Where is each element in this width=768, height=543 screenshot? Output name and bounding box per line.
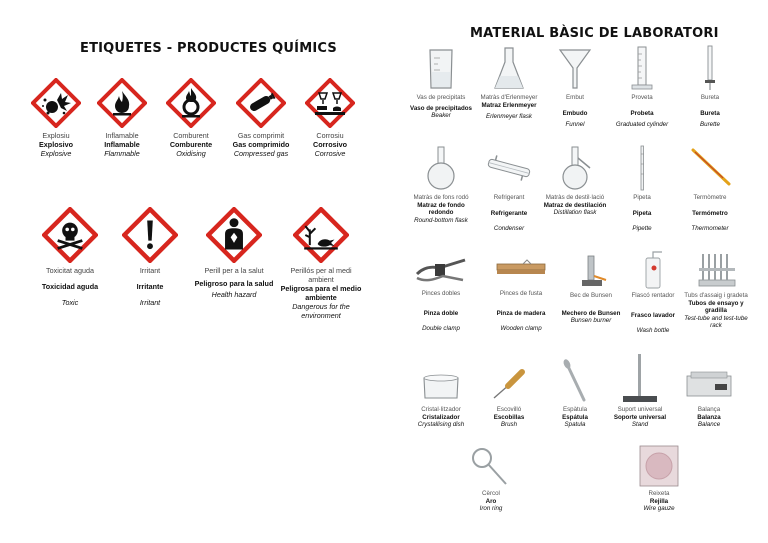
item-thermometer: [677, 144, 743, 233]
item-label-en: Round-bottom flask: [414, 216, 468, 224]
hazard-label-en: Toxic: [61, 298, 79, 307]
item-wash-bottle: [620, 250, 686, 335]
item-label-en: Pipette: [632, 225, 652, 232]
item-label-en: Wire gauze: [643, 505, 675, 512]
iron-ring-illustration: [466, 444, 516, 488]
spatula-illustration: [550, 358, 600, 404]
flame-icon: [97, 78, 147, 128]
double-clamp-illustration: [413, 250, 469, 288]
lab-material-title: MATERIAL BÀSIC DE LABORATORI: [470, 26, 719, 41]
item-label-ca: Balança: [697, 406, 721, 413]
item-label-ca: Matràs de destil·lació: [545, 194, 605, 201]
item-label-en: Balance: [697, 421, 721, 428]
item-iron-ring: [458, 444, 524, 513]
hazard-label-en: Corrosive: [314, 149, 346, 158]
item-label-en: Thermometer: [691, 225, 729, 232]
burette-illustration: [685, 44, 735, 92]
pipette-illustration: [617, 144, 667, 192]
exclamation-mark-icon: [122, 207, 178, 263]
hazard-flammable: [86, 78, 158, 158]
item-label-es: Pipeta: [632, 209, 652, 217]
hazard-label-es: Peligroso para la salud: [194, 279, 274, 288]
hazard-label-es: Comburente: [169, 140, 213, 149]
item-label-en: Beaker: [431, 112, 451, 119]
environment-icon: [293, 207, 349, 263]
hazard-label-en: Compressed gas: [233, 149, 289, 158]
item-wire-gauze: [626, 444, 692, 513]
item-label-ca: Cèrcol: [482, 490, 500, 497]
hazard-label-es: Irritante: [136, 282, 164, 291]
item-label-ca: Proveta: [631, 94, 653, 101]
item-label-es: Vaso de precipitados: [410, 104, 472, 112]
hazard-label-es: Peligrosa para el medio ambiente: [280, 284, 362, 302]
wash-bottle-illustration: [628, 250, 678, 290]
item-label-en: Burette: [700, 121, 720, 128]
item-label-ca: Pinces dobles: [421, 290, 461, 297]
hazard-label-en: Dangerous for the environment: [292, 302, 350, 320]
hazard-irritant: [110, 207, 190, 307]
hazard-oxidising: [155, 78, 227, 158]
stand-illustration: [615, 352, 665, 404]
item-label-ca: Bec de Bunsen: [570, 292, 612, 299]
item-label-en: Stand: [631, 421, 649, 428]
item-condenser: [476, 144, 542, 233]
item-spatula: [542, 358, 608, 429]
item-erlenmeyer: [476, 44, 542, 121]
item-label-es: Tubos de ensayo y gradilla: [688, 299, 744, 314]
item-beaker: [408, 44, 474, 120]
item-label-en: Test-tube and test-tube rack: [684, 314, 748, 329]
cylinder-illustration: [617, 44, 667, 92]
hazard-label-en: Explosive: [40, 149, 72, 158]
item-label-es: Rejilla: [649, 497, 669, 505]
hazard-label-en: Irritant: [139, 298, 161, 307]
item-wooden-clamp: [488, 250, 554, 333]
item-graduated-cylinder: [609, 44, 675, 129]
item-label-ca: Matràs d'Erlenmeyer: [480, 94, 538, 101]
skull-crossbones-icon: [42, 207, 98, 263]
hazard-health: [192, 207, 276, 299]
item-label-en: Distillation flask: [553, 209, 597, 216]
item-label-en: Double clamp: [422, 325, 460, 332]
wooden-clamp-illustration: [493, 250, 549, 288]
item-label-en: Condenser: [493, 225, 525, 232]
item-label-es: Embudo: [562, 109, 588, 117]
item-label-es: Refrigerante: [490, 209, 528, 217]
item-label-ca: Pinces de fusta: [499, 290, 543, 297]
hazard-label-es: Inflamable: [104, 140, 140, 149]
hazard-labels-title: ETIQUETES - PRODUCTES QUÍMICS: [80, 41, 337, 56]
hazard-label-es: Gas comprimido: [232, 140, 290, 149]
beaker-illustration: [416, 44, 466, 92]
item-label-es: Matraz de destilación: [543, 201, 607, 209]
item-pipette: [609, 144, 675, 233]
bunsen-burner-illustration: [566, 250, 616, 290]
distillation-flask-illustration: [550, 144, 600, 192]
item-label-es: Cristalizador: [422, 413, 460, 421]
condenser-illustration: [484, 144, 534, 192]
hazard-label-en: Oxidising: [176, 149, 206, 158]
item-label-ca: Pipeta: [633, 194, 651, 201]
item-label-ca: Refrigerant: [493, 194, 525, 201]
item-distillation-flask: [542, 144, 608, 217]
item-bunsen-burner: [558, 250, 624, 325]
item-test-tube-rack: [683, 250, 749, 330]
hazard-toxic: [30, 207, 110, 307]
hazard-label-es: Corrosivo: [313, 140, 347, 149]
item-label-es: Probeta: [630, 109, 654, 117]
item-label-ca: Escovilló: [496, 406, 522, 413]
hazard-label-ca: Perillós per al medi ambient: [290, 266, 352, 284]
item-burette: [677, 44, 743, 129]
item-label-ca: Espàtula: [562, 406, 588, 413]
wire-gauze-illustration: [634, 444, 684, 488]
item-label-ca: Matràs de fons rodó: [413, 194, 469, 201]
item-label-es: Balanza: [697, 413, 721, 421]
item-balance: [676, 364, 742, 429]
item-crystallising-dish: [408, 364, 474, 429]
item-label-ca: Embut: [566, 94, 584, 101]
item-label-es: Matraz de fondo redondo: [417, 201, 465, 216]
item-label-en: Graduated cylinder: [615, 121, 669, 128]
item-brush: [476, 364, 542, 429]
exploding-bomb-icon: [31, 78, 81, 128]
item-label-es: Frasco lavador: [630, 311, 676, 319]
hazard-label-ca: Comburent: [173, 131, 209, 140]
thermometer-illustration: [685, 144, 735, 192]
item-label-es: Espátula: [562, 413, 588, 421]
health-hazard-icon: [206, 207, 262, 263]
hazard-label-ca: Gas comprimit: [237, 131, 285, 140]
item-label-en: Spatula: [564, 421, 586, 428]
crystallising-dish-illustration: [416, 364, 466, 404]
brush-illustration: [484, 364, 534, 404]
erlenmeyer-illustration: [484, 44, 534, 92]
test-tube-rack-illustration: [691, 250, 741, 290]
item-round-bottom-flask: [408, 144, 474, 224]
item-label-en: Bunsen burner: [570, 317, 612, 324]
balance-illustration: [681, 364, 737, 404]
item-funnel: [542, 44, 608, 129]
item-label-en: Iron ring: [479, 505, 503, 512]
item-label-ca: Tubs d'assaig i gradeta: [684, 292, 748, 299]
hazard-label-ca: Explosiu: [42, 131, 70, 140]
item-label-ca: Flascó rentador: [631, 292, 675, 299]
hazard-label-en: Flammable: [104, 149, 140, 158]
hazard-explosive: [20, 78, 92, 158]
hazard-label-ca: Irritant: [139, 266, 161, 275]
corrosion-icon: [305, 78, 355, 128]
hazard-label-ca: Inflamable: [105, 131, 139, 140]
item-label-en: Wash bottle: [636, 327, 670, 334]
hazard-label-en: Health hazard: [211, 290, 257, 299]
item-label-es: Termómetro: [692, 209, 728, 217]
hazard-label-ca: Perill per a la salut: [204, 266, 264, 275]
item-label-es: Aro: [485, 497, 497, 505]
item-label-ca: Bureta: [700, 94, 720, 101]
item-double-clamp: [408, 250, 474, 333]
hazard-label-es: Toxicidad aguda: [41, 282, 99, 291]
item-label-es: Soporte universal: [613, 413, 667, 421]
item-stand: [604, 352, 676, 429]
item-label-es: Pinza de madera: [496, 309, 546, 317]
item-label-ca: Cristal·litzador: [421, 406, 461, 413]
item-label-en: Funnel: [565, 121, 585, 128]
hazard-corrosive: [294, 78, 366, 158]
item-label-es: Escobillas: [493, 413, 525, 421]
item-label-en: Erlenmeyer flask: [485, 113, 533, 120]
item-label-ca: Vas de precipitats: [416, 94, 466, 101]
item-label-en: Wooden clamp: [500, 325, 542, 332]
item-label-es: Matraz Erlenmeyer: [481, 101, 537, 109]
item-label-es: Mechero de Bunsen: [561, 309, 621, 317]
gas-cylinder-icon: [236, 78, 286, 128]
item-label-es: Pinza doble: [423, 309, 459, 317]
hazard-label-es: Explosivo: [39, 140, 73, 149]
round-flask-illustration: [416, 144, 466, 192]
item-label-es: Bureta: [700, 109, 720, 117]
hazard-label-ca: Toxicitat aguda: [46, 266, 94, 275]
item-label-en: Brush: [500, 421, 518, 428]
item-label-ca: Suport universal: [617, 406, 663, 413]
hazard-environment: [280, 207, 362, 320]
item-label-ca: Termòmetre: [693, 194, 727, 201]
hazard-label-ca: Corrosiu: [316, 131, 344, 140]
item-label-en: Crystallising dish: [417, 421, 465, 428]
funnel-illustration: [550, 44, 600, 92]
flame-over-circle-icon: [166, 78, 216, 128]
item-label-ca: Reixeta: [648, 490, 670, 497]
hazard-compressed-gas: [225, 78, 297, 158]
